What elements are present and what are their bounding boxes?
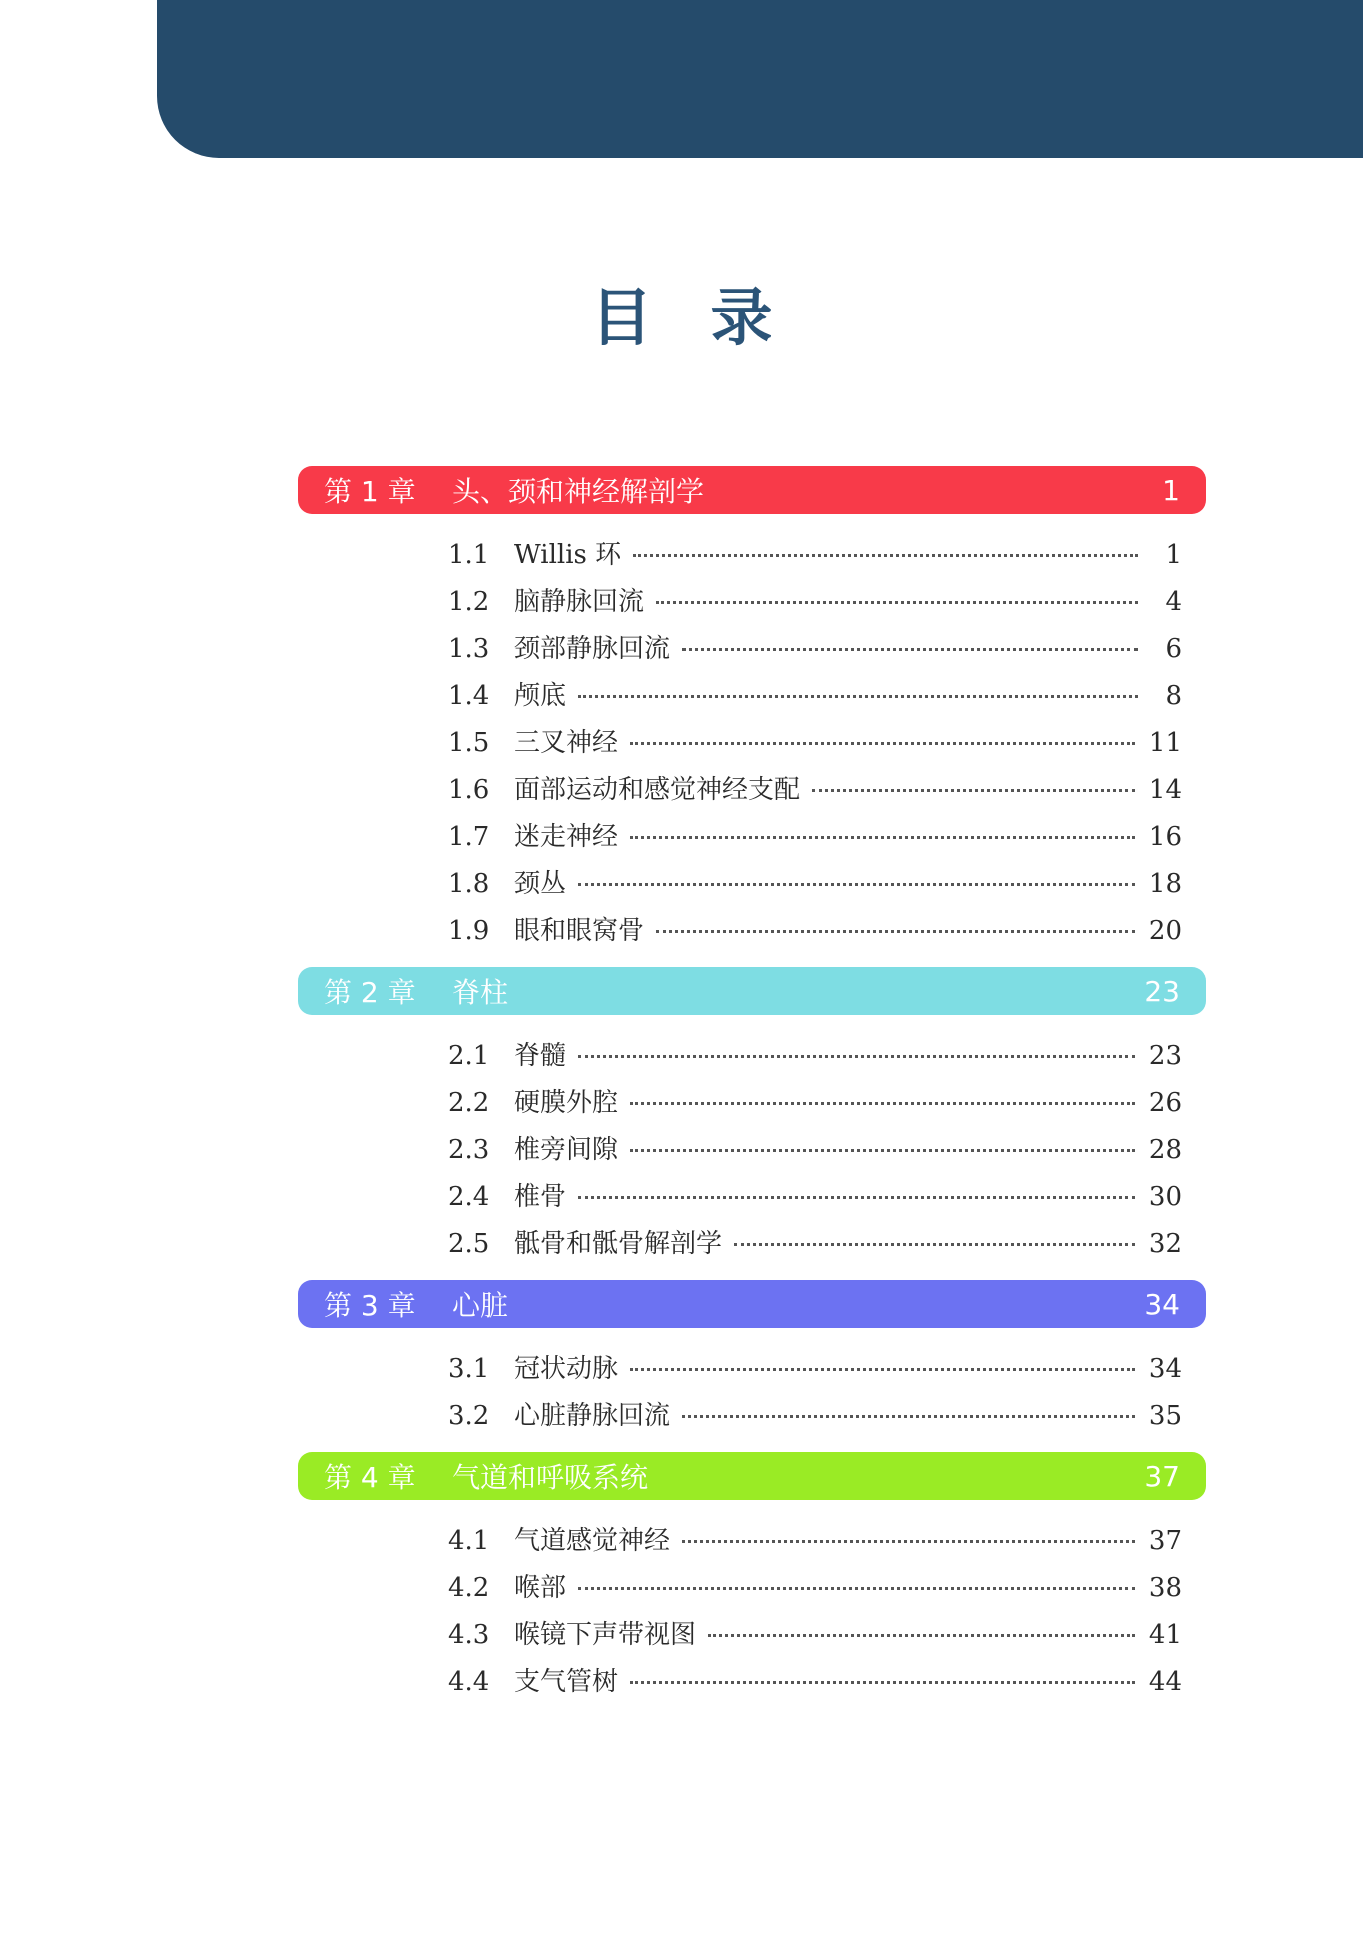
chapter-title: 气道和呼吸系统 — [452, 1461, 649, 1494]
section-page-number: 4 — [1165, 587, 1182, 617]
section-title: 喉部 — [514, 1573, 567, 1603]
section-number: 2.4 — [448, 1182, 490, 1212]
section-number: 1.8 — [448, 869, 490, 899]
chapter-number: 第 2 章 — [324, 976, 416, 1009]
section-page-number: 35 — [1148, 1401, 1182, 1431]
section-title: 椎骨 — [514, 1182, 567, 1212]
section-page-number: 44 — [1148, 1667, 1182, 1697]
section-page-number: 41 — [1148, 1620, 1182, 1650]
dot-leader — [633, 554, 1138, 557]
toc-entry[interactable] — [448, 908, 1182, 955]
section-page-number: 26 — [1148, 1088, 1182, 1118]
section-number: 1.4 — [448, 681, 490, 711]
section-number: 1.2 — [448, 587, 490, 617]
section-page-number: 28 — [1148, 1135, 1182, 1165]
section-title: 迷走神经 — [514, 822, 619, 852]
section-title: 支气管树 — [514, 1667, 619, 1697]
section-page-number: 34 — [1148, 1354, 1182, 1384]
section-number: 1.7 — [448, 822, 490, 852]
section-number: 4.2 — [448, 1573, 490, 1603]
toc-entry[interactable] — [448, 1080, 1182, 1127]
toc-entry[interactable] — [448, 1221, 1182, 1268]
dot-leader — [734, 1243, 1135, 1246]
toc-entry[interactable] — [448, 1565, 1182, 1612]
section-list — [448, 1346, 1182, 1440]
section-number: 1.5 — [448, 728, 490, 758]
toc-entry[interactable] — [448, 1659, 1182, 1706]
section-title: 硬膜外腔 — [514, 1088, 619, 1118]
section-page-number: 23 — [1148, 1041, 1182, 1071]
chapter-title: 脊柱 — [452, 976, 509, 1009]
dot-leader — [656, 930, 1135, 933]
dot-leader — [656, 601, 1138, 604]
chapter-page-number: 23 — [1144, 974, 1180, 1008]
chapter-header[interactable] — [298, 1452, 1206, 1500]
section-page-number: 30 — [1148, 1182, 1182, 1212]
section-page-number: 37 — [1148, 1526, 1182, 1556]
dot-leader — [630, 742, 1135, 745]
toc-entry[interactable] — [448, 532, 1182, 579]
section-number: 1.3 — [448, 634, 490, 664]
page-title: 目录 — [590, 281, 831, 354]
section-list — [448, 1518, 1182, 1706]
dot-leader — [630, 1681, 1135, 1684]
toc-entry[interactable] — [448, 814, 1182, 861]
section-page-number: 1 — [1165, 540, 1182, 570]
chapter-header[interactable] — [298, 466, 1206, 514]
section-list — [448, 532, 1182, 955]
section-number: 1.9 — [448, 916, 490, 946]
section-title: Willis 环 — [514, 540, 622, 570]
toc-entry[interactable] — [448, 861, 1182, 908]
dot-leader — [630, 1149, 1135, 1152]
dot-leader — [708, 1634, 1135, 1637]
dot-leader — [630, 1368, 1135, 1371]
toc-entry[interactable] — [448, 1127, 1182, 1174]
section-title: 眼和眼窝骨 — [514, 916, 645, 946]
toc-entry[interactable] — [448, 1033, 1182, 1080]
dot-leader — [578, 1587, 1135, 1590]
table-of-contents — [298, 466, 1206, 1718]
chapter-header[interactable] — [298, 967, 1206, 1015]
section-number: 1.6 — [448, 775, 490, 805]
section-number: 1.1 — [448, 540, 490, 570]
section-title: 三叉神经 — [514, 728, 619, 758]
section-page-number: 38 — [1148, 1573, 1182, 1603]
section-number: 4.4 — [448, 1667, 490, 1697]
section-title: 冠状动脉 — [514, 1354, 619, 1384]
section-title: 气道感觉神经 — [514, 1526, 671, 1556]
section-page-number: 20 — [1148, 916, 1182, 946]
dot-leader — [578, 695, 1138, 698]
toc-entry[interactable] — [448, 1393, 1182, 1440]
dot-leader — [682, 1540, 1135, 1543]
dot-leader — [630, 836, 1135, 839]
section-number: 2.2 — [448, 1088, 490, 1118]
section-list — [448, 1033, 1182, 1268]
chapter-number: 第 4 章 — [324, 1461, 416, 1494]
toc-entry[interactable] — [448, 626, 1182, 673]
chapter-page-number: 1 — [1162, 473, 1180, 507]
section-title: 骶骨和骶骨解剖学 — [514, 1229, 723, 1259]
section-page-number: 16 — [1148, 822, 1182, 852]
section-title: 心脏静脉回流 — [514, 1401, 671, 1431]
toc-entry[interactable] — [448, 1518, 1182, 1565]
dot-leader — [578, 1196, 1135, 1199]
section-page-number: 32 — [1148, 1229, 1182, 1259]
dot-leader — [812, 789, 1135, 792]
section-title: 脊髓 — [514, 1041, 567, 1071]
section-number: 4.1 — [448, 1526, 490, 1556]
section-page-number: 11 — [1148, 728, 1182, 758]
toc-entry[interactable] — [448, 720, 1182, 767]
section-title: 脑静脉回流 — [514, 587, 645, 617]
section-number: 4.3 — [448, 1620, 490, 1650]
toc-entry[interactable] — [448, 1346, 1182, 1393]
chapter-number: 第 3 章 — [324, 1289, 416, 1322]
toc-entry[interactable] — [448, 673, 1182, 720]
toc-entry[interactable] — [448, 1174, 1182, 1221]
section-page-number: 6 — [1165, 634, 1182, 664]
section-number: 3.2 — [448, 1401, 490, 1431]
section-title: 颈丛 — [514, 869, 567, 899]
section-title: 面部运动和感觉神经支配 — [514, 775, 801, 805]
section-title: 椎旁间隙 — [514, 1135, 619, 1165]
dot-leader — [578, 1055, 1135, 1058]
chapter-number: 第 1 章 — [324, 475, 416, 508]
section-title: 颈部静脉回流 — [514, 634, 671, 664]
dot-leader — [630, 1102, 1135, 1105]
toc-entry[interactable] — [448, 767, 1182, 814]
chapter-header[interactable] — [298, 1280, 1206, 1328]
toc-entry[interactable] — [448, 579, 1182, 626]
section-title: 颅底 — [514, 681, 567, 711]
dot-leader — [682, 1415, 1135, 1418]
section-number: 2.1 — [448, 1041, 490, 1071]
section-number: 2.3 — [448, 1135, 490, 1165]
chapter-page-number: 34 — [1144, 1287, 1180, 1321]
dot-leader — [682, 648, 1138, 651]
chapter-title: 头、颈和神经解剖学 — [452, 475, 705, 508]
toc-entry[interactable] — [448, 1612, 1182, 1659]
header-banner — [157, 0, 1363, 158]
chapter-title: 心脏 — [452, 1289, 509, 1322]
section-number: 2.5 — [448, 1229, 490, 1259]
section-page-number: 14 — [1148, 775, 1182, 805]
section-page-number: 18 — [1148, 869, 1182, 899]
section-page-number: 8 — [1165, 681, 1182, 711]
dot-leader — [578, 883, 1135, 886]
chapter-page-number: 37 — [1144, 1459, 1180, 1493]
section-number: 3.1 — [448, 1354, 490, 1384]
section-title: 喉镜下声带视图 — [514, 1620, 697, 1650]
